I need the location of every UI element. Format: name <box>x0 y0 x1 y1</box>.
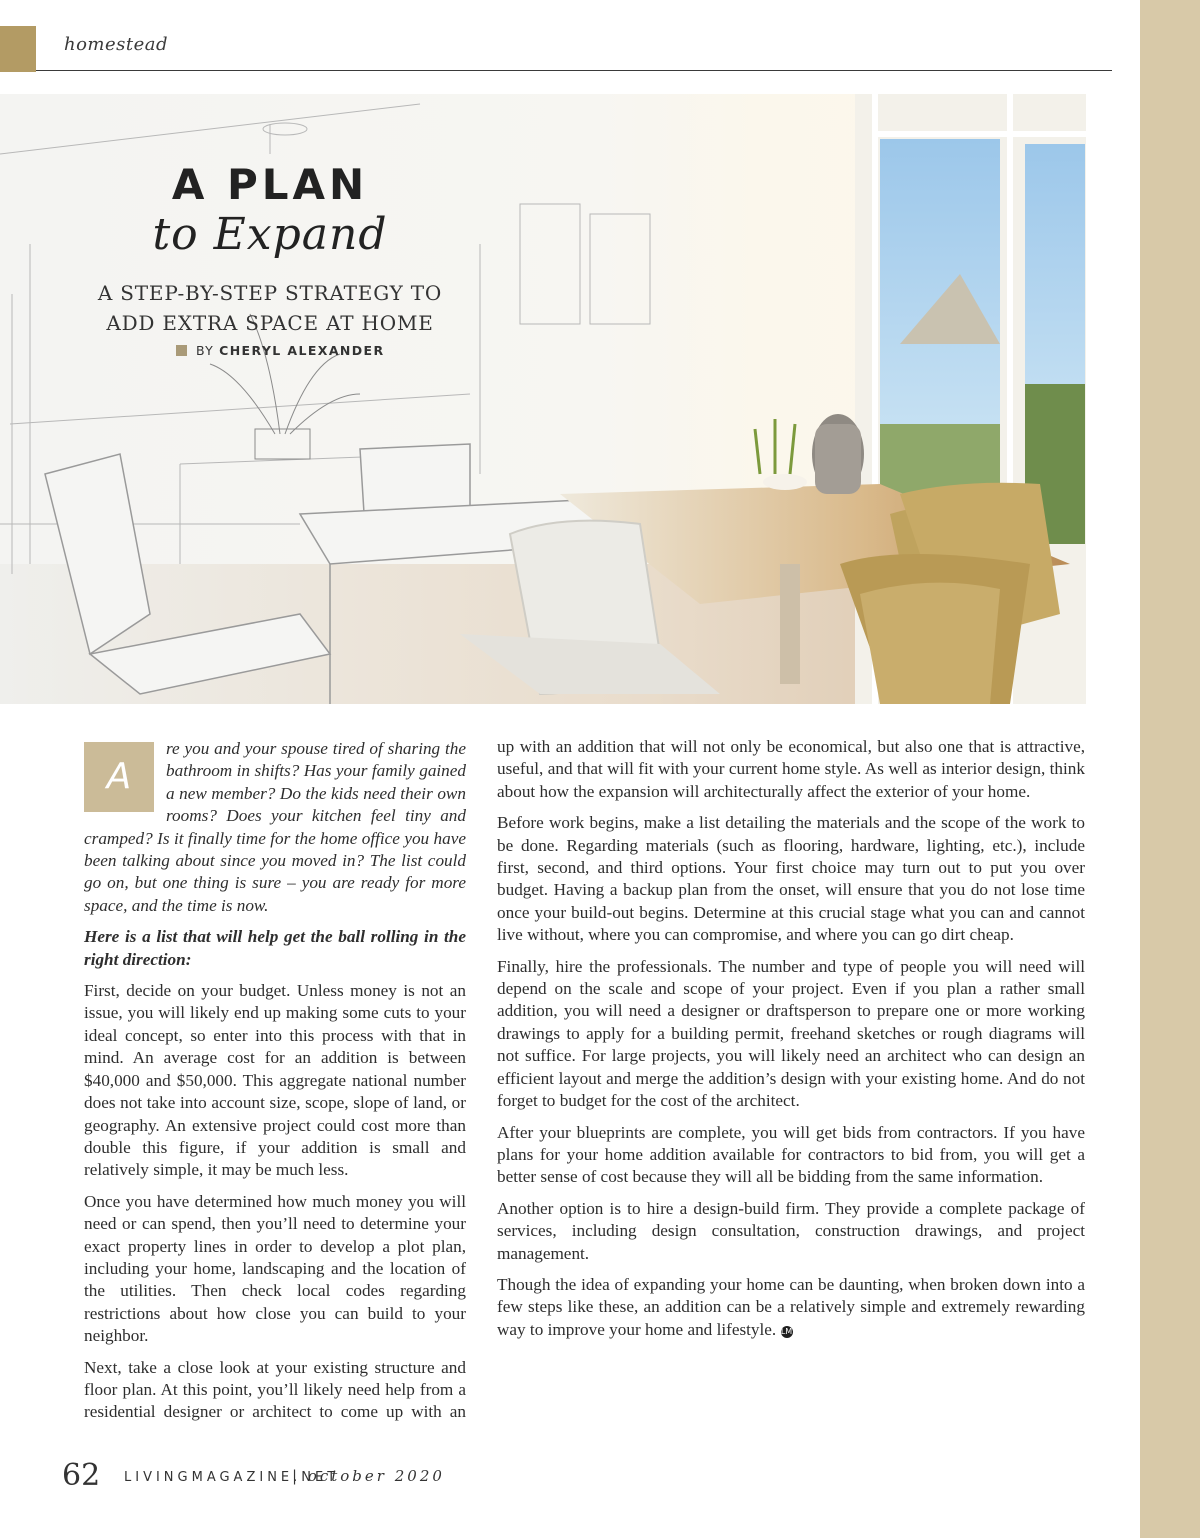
section-rule <box>36 70 1112 71</box>
paragraph-budget: First, decide on your budget. Unless money is not an issue, you will likely end up making some cuts to your ideal concept, so enter into this process with that in mind. An average cost for an addition is between $40,000 and $50,000. This aggregate national number does not take into account size, scope, slope of land, or geography. An extensive project could cost more than double this figure, if your addition is small and relatively simple, it may be much less. <box>84 981 466 1180</box>
body-column-right <box>497 736 1085 1350</box>
drop-cap: A <box>84 742 154 812</box>
section-marker <box>0 26 36 72</box>
paragraph-bids: After your blueprints are complete, you will get bids from contractors. If you have plans for your home addition available for contractors to bid from, you will get a better sense of cost because they will all be bidding from the same information. <box>497 1122 1085 1187</box>
headline-main: A PLAN <box>171 160 369 209</box>
page-number: 62 <box>62 1458 101 1493</box>
paragraph-conclusion <box>497 1274 1085 1341</box>
intro-paragraph <box>84 738 466 917</box>
author-name: CHERYL ALEXANDER <box>219 343 385 358</box>
paragraph-professionals: Finally, hire the professionals. The number and type of people you will need will depend on the scale and scope of your project. Even if you plan a rather small addition, you will need a designer or draftsperson to prepare one or more working drawings to apply for a building permit, freehand sketches or rough diagrams will not suffice. For large projects, you will likely need an architect who can design an efficient layout and merge the addition’s design with your existing home. And do not forget to budget for the cost of the architect. <box>497 956 1085 1111</box>
byline <box>176 343 385 358</box>
byline-prefix: BY <box>196 343 214 358</box>
conclusion-text: Though the idea of expanding your home can be daunting, when broken down into a few steps like these, an addition can be a relatively simple and extremely rewarding way to improve your home and lifestyle. <box>497 1274 1085 1339</box>
intro-text: re you and your spouse tired of sharing the bathroom in shifts? Has your family gained a new member? Do the kids need their own rooms? Does your kitchen feel tiny and cramped? Is it finally time for the home office you have been talking about since you moved in? The list could go on, but one thing is sure – you are ready for more space, and the time is now. <box>84 739 466 915</box>
paragraph-design-build: Another option is to hire a design-build firm. They provide a complete package of services, including design consultation, construction drawings, and project management. <box>497 1198 1085 1263</box>
paragraph-floor-plan: Next, take a close look at your existing structure and floor plan. At this point, you’ll likely need help from a residential designer or architect to come up with an <box>84 1357 466 1422</box>
subheadline <box>60 278 480 338</box>
subheadline-line-2: ADD EXTRA SPACE AT HOME <box>106 311 434 335</box>
body-column-left <box>84 738 466 1425</box>
subheadline-line-1: A STEP-BY-STEP STRATEGY TO <box>97 281 443 305</box>
end-mark-icon: LM <box>780 1326 793 1336</box>
byline-marker <box>176 345 187 356</box>
headline <box>60 160 480 260</box>
footer-site: LIVINGMAGAZINE.NET <box>124 1470 340 1485</box>
paragraph-materials: Before work begins, make a list detailing the materials and the scope of the work to be done. Regarding materials (such as flooring, hardware, lighting, etc.), include first, second, and third options. Your first choice may turn out to put you over budget. Having a backup plan from the onset, will ensure that you do not lose time once your build-out begins. Determine at this crucial stage what you can and cannot live without, where you can compromise, and where you can go dirt cheap. <box>497 813 1085 945</box>
right-band <box>1140 0 1200 1538</box>
headline-sub: to Expand <box>152 209 388 260</box>
footer-date: | october 2020 <box>292 1467 445 1485</box>
paragraph-property-lines: Once you have determined how much money you will need or can spend, then you’ll need to determine your exact property lines in order to develop a plot plan, including your home, landscaping and the location of the utilities. Then check local codes regarding restrictions about how close you can build to your neighbor. <box>84 1191 466 1346</box>
section-label: homestead <box>64 34 169 55</box>
paragraph-floor-plan-continued: up with an addition that will not only be economical, but also one that is attractive, useful, and that will fit with your current home style. As well as interior design, think about how the expansion will architecturally affect the exterior of your home. <box>497 737 1085 801</box>
lead-in: Here is a list that will help get the ball rolling in the right direction: <box>84 927 466 969</box>
